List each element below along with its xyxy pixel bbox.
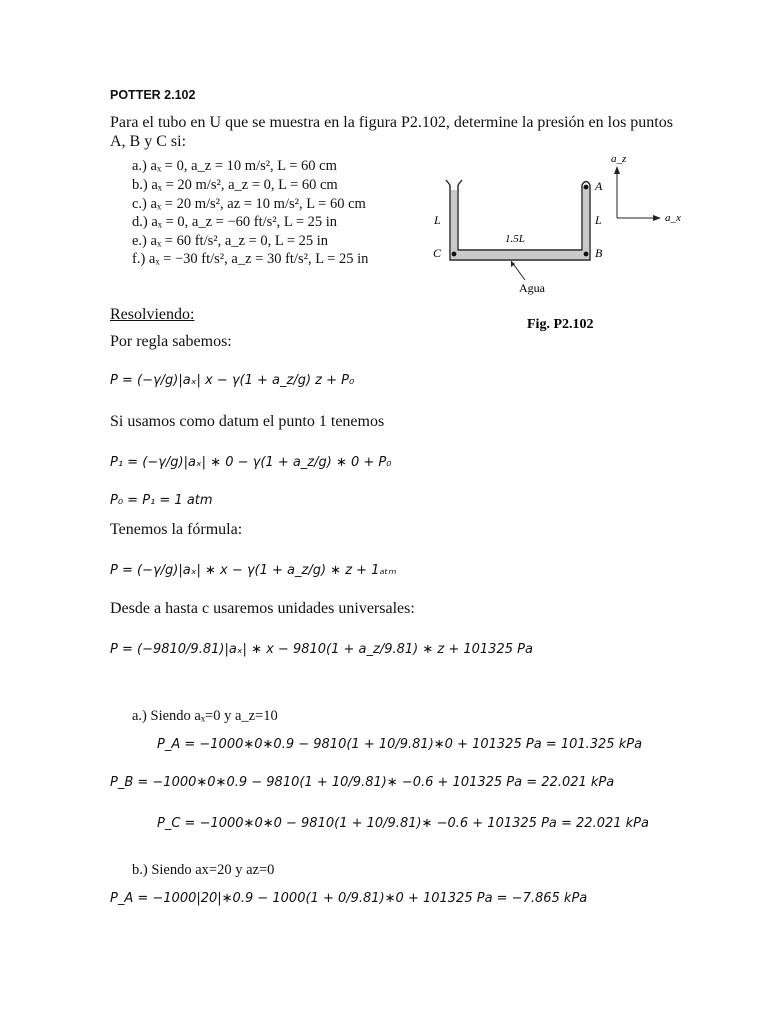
- label-base-length: 1.5L: [505, 233, 525, 245]
- label-fluid: Agua: [519, 281, 545, 295]
- part-a-pressure-a: P_A = −1000∗0∗0.9 − 9810(1 + 10/9.81)∗0 + 101325 Pa = 101.325 kPa: [157, 737, 643, 752]
- label-l-left: L: [434, 213, 441, 227]
- part-b-pressure-a: P_A = −1000|20|∗0.9 − 1000(1 + 0/9.81)∗0 + 101325 Pa = −7.865 kPa: [110, 891, 588, 906]
- u-tube-walls: [446, 180, 590, 260]
- case-a: a.) aₓ = 0, a_z = 10 m/s², L = 60 cm: [132, 158, 337, 174]
- case-b: b.) aₓ = 20 m/s², a_z = 0, L = 60 cm: [132, 177, 338, 193]
- water-fill: [451, 190, 457, 258]
- label-a: A: [595, 179, 603, 193]
- part-a-pressure-b: P_B = −1000∗0∗0.9 − 9810(1 + 10/9.81)∗ −0.6 + 101325 Pa = 22.021 kPa: [110, 775, 615, 790]
- acceleration-axes: [617, 170, 657, 218]
- intro-line-1: Para el tubo en U que se muestra en la figura P2.102, determine la presión en los puntos: [110, 114, 673, 131]
- water-fill-right: [583, 186, 589, 252]
- point-c: [452, 252, 457, 257]
- figure-caption: Fig. P2.102: [527, 317, 594, 332]
- label-c: C: [433, 246, 442, 260]
- intro-line-2: A, B y C si:: [110, 133, 187, 150]
- label-az: a_z: [611, 153, 627, 165]
- units-text: Desde a hasta c usaremos unidades universales:: [110, 600, 415, 617]
- part-a-pressure-c: P_C = −1000∗0∗0 − 9810(1 + 10/9.81)∗ −0.6 + 101325 Pa = 22.021 kPa: [157, 816, 649, 831]
- section-heading-resolving: Resolviendo:: [110, 306, 195, 323]
- label-ax: a_x: [665, 212, 681, 224]
- case-d: d.) aₓ = 0, a_z = −60 ft/s², L = 25 in: [132, 214, 338, 230]
- datum-text: Si usamos como datum el punto 1 tenemos: [110, 413, 385, 430]
- part-a-heading: a.) Siendo aₓ=0 y a_z=10: [132, 708, 278, 724]
- equation-formula: P = (−γ/g)|aₓ| ∗ x − γ(1 + a_z/g) ∗ z + 1ₐₜₘ: [110, 563, 397, 578]
- formula-text: Tenemos la fórmula:: [110, 521, 243, 538]
- water-fill-base: [451, 251, 589, 259]
- u-tube-figure: [425, 150, 695, 340]
- equation-datum: P₁ = (−γ/g)|aₓ| ∗ 0 − γ(1 + a_z/g) ∗ 0 + P₀: [110, 455, 392, 470]
- point-a: [584, 185, 589, 190]
- equation-si-units: P = (−9810/9.81)|aₓ| ∗ x − 9810(1 + a_z/9.81) ∗ z + 101325 Pa: [110, 642, 533, 657]
- rule-text: Por regla sabemos:: [110, 333, 232, 350]
- point-b: [584, 252, 589, 257]
- equation-general: P = (−γ/g)|aₓ| x − γ(1 + a_z/g) z + P₀: [110, 373, 355, 388]
- case-f: f.) aₓ = −30 ft/s², a_z = 30 ft/s², L = 25 in: [132, 251, 369, 267]
- case-e: e.) aₓ = 60 ft/s², a_z = 0, L = 25 in: [132, 233, 329, 249]
- equation-p0: P₀ = P₁ = 1 atm: [110, 493, 213, 508]
- case-c: c.) aₓ = 20 m/s², az = 10 m/s², L = 60 cm: [132, 196, 366, 212]
- part-b-heading: b.) Siendo ax=20 y az=0: [132, 862, 275, 878]
- label-l-right: L: [595, 213, 602, 227]
- document-title: POTTER 2.102: [110, 88, 196, 102]
- label-b: B: [595, 246, 603, 260]
